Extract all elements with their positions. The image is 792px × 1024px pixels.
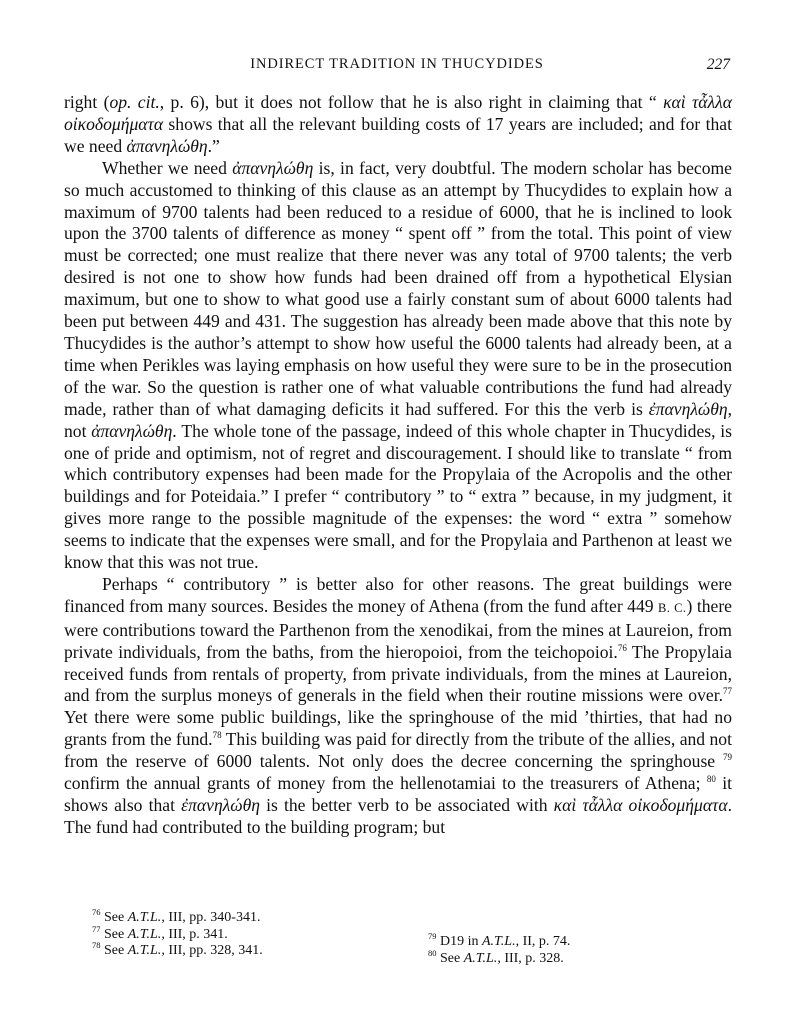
footnote-number: 80 <box>428 947 437 958</box>
footnote-reference: 80 <box>706 774 716 785</box>
text-run: right ( <box>64 92 110 112</box>
small-caps-text: B. C. <box>657 600 687 615</box>
footnote-number: 79 <box>428 931 437 941</box>
text-run: D19 in <box>440 934 482 949</box>
body-text <box>64 92 732 839</box>
text-run: it shows also that <box>64 773 732 815</box>
greek-phrase: καὶ τἆλλα οἰκοδομήματα <box>64 92 732 134</box>
footnote <box>428 947 708 968</box>
text-run: confirm the annual grants of money from the hellenotamiai to the treasurers of Athena; <box>64 773 707 794</box>
text-run: , III, pp. 328, 341. <box>161 943 263 958</box>
text-run: . The fund had contributed to the building program; but <box>64 795 733 837</box>
footnote <box>428 931 708 951</box>
running-title: INDIRECT TRADITION IN THUCYDIDES <box>250 56 544 72</box>
footnote-reference: 78 <box>212 730 222 741</box>
footnote-reference: 77 <box>723 686 732 697</box>
greek-phrase: ἀπανηλώθη <box>91 420 173 441</box>
text-run: , III, p. 341. <box>161 926 228 942</box>
italic-text: A.T.L. <box>127 926 162 942</box>
footnote-reference: 76 <box>617 642 627 653</box>
greek-phrase: ἀπανηλώθη <box>126 135 208 156</box>
paragraph <box>64 92 732 158</box>
footnote-number: 76 <box>92 907 101 917</box>
footnote <box>92 940 412 960</box>
footnote-column-right <box>428 931 708 967</box>
footnote-number: 78 <box>92 940 101 950</box>
italic-text: A.T.L. <box>127 943 162 958</box>
greek-phrase: καὶ τἆλλα οἰκοδομήματα <box>553 795 728 815</box>
footnote <box>92 923 412 944</box>
text-run: See <box>104 943 128 958</box>
page-number: 227 <box>706 56 730 73</box>
footnote-column-left <box>92 907 412 960</box>
text-run: See <box>104 910 128 925</box>
text-run: See <box>440 950 464 966</box>
footnote-reference: 79 <box>723 752 732 763</box>
text-run: , p. 6), but it does not follow that he is also right in claiming that “ <box>159 92 664 112</box>
text-run: Whether we need <box>102 157 233 178</box>
footnote <box>92 907 412 927</box>
text-run: Yet there were some public buildings, like the springhouse of the mid ’thirties, that had no grants from the fund. <box>64 707 732 750</box>
text-run: See <box>104 926 128 942</box>
text-run: . The whole tone of the passage, indeed of this whole chapter in Thucydides, is one of pride and optimism, not of regret and discouragement. I should like to translate “ from which contributory expenses had been made for the Propylaia of the Acropolis and the other buildings and for Poteidaia.” I prefer “ contributory ” to “ extra ” because, in my judgment, it gives more range to the possible magnitude of the expenses: the word “ extra ” somehow seems to indicate that the expenses were small, and for the Propylaia and Parthenon at least we know that this was not true. <box>64 420 732 573</box>
text-run: The Propylaia received funds from rentals of property, from private individuals, from the mines at Laureion, and from the surplus moneys of generals in the field when their routine missions were over. <box>64 641 732 706</box>
text-run: is, in fact, very doubtful. The modern scholar has become so much accustomed to thinking of this clause as an attempt by Thucydides to explain how a maximum of 9700 talents had been reduced to a residue of 6000, that he is inclined to look upon the 3700 talents of difference as money “ spent off ” from the total. This point of view must be corrected; one must realize that there never was any total of 9700 talents; the verb desired is not one to show how funds had been drained off from a hypothetical Elysian maximum, but one to show to what good use a fairly constant sum of about 6000 talents had been put between 449 and 431. The suggestion has already been made above that this note by Thucydides is the author’s attempt to show how useful the 6000 talents had already been, at a time when Perikles was laying emphasis on how useful they were sure to be in the prosecution of the war. So the question is rather one of what valuable contributions the fund had already made, rather than of what damaging deficits it had suffered. For this the verb is <box>64 157 732 419</box>
paragraph <box>64 158 732 574</box>
greek-phrase: ἐπανηλώθη <box>648 398 728 419</box>
greek-phrase: ἐπανηλώθη <box>181 795 260 815</box>
paragraph <box>64 574 732 839</box>
italic-text: A.T.L. <box>463 950 498 966</box>
text-run: ) there were contributions toward the Parthenon from the xenodikai, from the mines at Laureion, from private individuals, from the baths, from the hieropoioi, from the teichopoioi. <box>64 595 732 662</box>
greek-phrase: ἀπανηλώθη <box>232 157 314 178</box>
footnote-number: 77 <box>92 923 101 934</box>
text-run: , II, p. 74. <box>515 934 571 949</box>
text-run: , not <box>64 398 732 441</box>
text-run: shows that all the relevant building costs of 17 years are included; and for that we need <box>64 113 732 156</box>
text-run: .” <box>207 135 220 156</box>
text-run: is the better verb to be associated with <box>259 795 554 815</box>
italic-text: A.T.L. <box>482 934 516 949</box>
text-run: Perhaps “ contributory ” is better also for other reasons. The great buildings were financed from many sources. Besides the money of Athena (from the fund after 449 <box>64 573 732 616</box>
text-run: , III, pp. 340-341. <box>161 910 261 925</box>
running-head <box>64 56 730 78</box>
text-run: , III, p. 328. <box>497 950 564 966</box>
italic-text: A.T.L. <box>127 910 162 925</box>
text-run: This building was paid for directly from the tribute of the allies, and not from the reserve of 6000 talents. Not only does the decree concerning the springhouse <box>64 729 732 772</box>
italic-text: op. cit. <box>109 92 160 112</box>
